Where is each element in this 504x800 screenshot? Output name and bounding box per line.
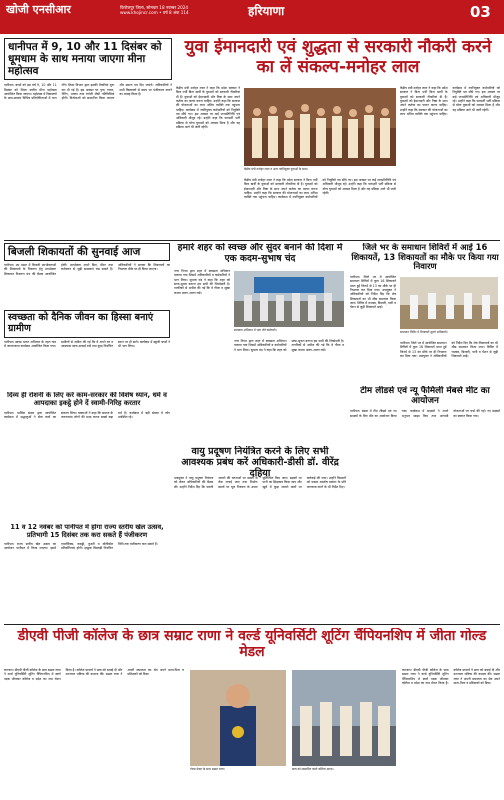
article-body: पानीपत। स्वच्छ भारत अभियान के तहत गांव में जागरूकता कार्यक्रम आयोजित किया गया। ग्रामीणों से अपील की गई कि वे अपने घर व आसपास साफ-सफाई रखें तथा कूड़ा निर्धारित स्थान पर ही डालें। कार्यक्रम में स्कूली बच्चों ने भी भाग लिया। (4, 339, 170, 349)
photo-caption: केंद्रीय मंत्री मनोहर लाल व अन्य नवनियुक्त युवाओं के साथ। (244, 167, 308, 171)
article-camps (350, 243, 500, 383)
article-headline: दिव्य ही रोशनी के लिए करें काम-सरकार की विशेष ध्यान, धर्म व आपदाका इकट्ठे होने दें स्वामी-निरिह करतार (7, 392, 167, 407)
photo-camp (400, 277, 498, 329)
article-headline: टीम लीडर्स एवं न्यू फैमिली मेंबर्स मीट का आयोजन (360, 386, 490, 407)
article-headline: धानीपत में 9, 10 और 11 दिसंबर को धूमधाम के साथ मनाया जाएगा मीना महोत्सव (4, 38, 172, 80)
article-body: केंद्रीय मंत्री मनोहर लाल ने कहा कि प्रदेश सरकार ने बिना पर्ची बिना खर्ची के युवाओं को सरकारी नौकरियां दी हैं। युवाओं को ईमानदारी और निष्ठा के साथ अपने कर्तव्य का पालन करना चाहिए। उन्होंने कहा कि सरकार की योजनाओं का लाभ अंतिम व्यक्ति तक पहुंचना चाहिए। कार्यक्रम में नवनियुक्त कर्मचारियों को नियुक्ति पत्र सौंपे गए। इस अवसर पर कई जनप्रतिनिधि एवं अधिकारी मौजूद रहे। उन्होंने कहा कि पारदर्शी भर्ती प्रक्रिया से योग्य युवाओं को अवसर मिला है और यह प्रक्रिया आगे भी जारी रहेगी। (176, 86, 240, 129)
article-headline: बिजली शिकायतों की सुनवाई आज (4, 243, 170, 261)
article-body-side: केंद्रीय मंत्री मनोहर लाल ने कहा कि प्रदेश सरकार ने बिना पर्ची बिना खर्ची के युवाओं को सरकारी नौकरियां दी हैं। युवाओं को ईमानदारी और निष्ठा के साथ अपने कर्तव्य का पालन करना चाहिए। उन्होंने कहा कि सरकार की योजनाओं का लाभ अंतिम व्यक्ति तक पहुंचना चाहिए। कार्यक्रम में नवनियुक्त कर्मचारियों को नियुक्ति पत्र सौंपे गए। इस अवसर पर कई जनप्रतिनिधि एवं अधिकारी मौजूद रहे। उन्होंने कहा कि पारदर्शी भर्ती प्रक्रिया से योग्य युवाओं को अवसर मिला है और यह प्रक्रिया आगे भी जारी रहेगी। (400, 86, 500, 116)
article-body: पानीपत। जिले भर में आयोजित समाधान शिविरों में कुल 16 शिकायतें प्राप्त हुईं जिनमें से 13 का मौके पर ही निपटारा कर दिया गया। उपायुक्त ने अधिकारियों को निर्देश दिए कि शेष शिकायतों का भी शीघ्र समाधान किया जाए। शिविर में राजस्व, बिजली, पानी व पेंशन से जुड़ी शिकायतें आईं। (350, 275, 396, 310)
article-body: नगर निगम द्वारा शहर में स्वच्छता अभियान चलाया गया जिसमें अधिकारियों व कर्मचारियों ने भाग लिया। सुभाष चंद ने कहा कि शहर को साफ-सुथरा बनाना हम सभी की जिम्मेदारी है। नागरिकों से अपील की गई कि वे गीला व सूखा कचरा अलग-अलग रखें। (174, 269, 230, 295)
photo-caption: समाधान शिविर में शिकायतें सुनते अधिकारी। (400, 330, 448, 334)
article-headline: डीएवी पीजी कॉलेज के छात्र सम्राट राणा ने वर्ल्ड यूनिवर्सिटी शूटिंग चैंपियनशिप में जीता गोल्ड मेडल (17, 628, 487, 661)
date-line: फिरोजपुर जिला, सोमवार 18 नवम्बर 2024 www.khojincr.com • वर्ष 8 अंक 114 (120, 5, 189, 16)
article-school-festival (4, 38, 172, 238)
section-title: हरियाणा (248, 4, 285, 18)
divider (4, 240, 500, 241)
article-headline: 11 व 12 नवंबर को पानीपत में होगा राज्य स्तरीय खेल उत्सव, प्रतिभागी 15 दिसंबर तक करा सकते हैं पंजीकरण (10, 524, 164, 539)
photo-felicitation (292, 670, 396, 766)
article-body: उपायुक्त ने वायु प्रदूषण नियंत्रण को लेकर अधिकारियों की बैठक ली। उन्होंने निर्देश दिए कि पराली जलाने की घटनाओं पर सख्ती से रोक लगाई जाए तथा निर्माण स्थलों पर धूल नियंत्रण के उपाय सुनिश्चित किए जाएं। सड़कों पर पानी का छिड़काव किया जाए और खुले में कूड़ा जलाने वालों पर कार्रवाई की जाए। उन्होंने किसानों को फसल अवशेष प्रबंधन के प्रति जागरूक करने के भी निर्देश दिए। (174, 476, 346, 489)
article-body: करनाल। डीएवी पीजी कॉलेज के छात्र सम्राट राणा ने वर्ल्ड यूनिवर्सिटी शूटिंग चैंपियनशिप में स्वर्ण पदक जीतकर कॉलेज व प्रदेश का नाम रोशन किया है। कॉलेज प्राचार्य ने छात्र को बधाई दी और उज्ज्वल भविष्य की कामना की। सम्राट राणा ने अपनी सफलता का श्रेय अपने माता-पिता व प्रशिक्षकों को दिया। (4, 668, 184, 681)
article-hope (4, 392, 170, 520)
article-clean-city (174, 243, 346, 443)
brand-name: खोजी एनसीआर (6, 3, 71, 16)
article-body-side: करनाल। डीएवी पीजी कॉलेज के छात्र सम्राट राणा ने वर्ल्ड यूनिवर्सिटी शूटिंग चैंपियनशिप में स्वर्ण पदक जीतकर कॉलेज व प्रदेश का नाम रोशन किया है। कॉलेज प्राचार्य ने छात्र को बधाई दी और उज्ज्वल भविष्य की कामना की। सम्राट राणा ने अपनी सफलता का श्रेय अपने माता-पिता व प्रशिक्षकों को दिया। (402, 668, 500, 685)
article-headline: स्वच्छता को दैनिक जीवन का हिस्सा बनाएं ग्रामीण (4, 310, 170, 338)
photo-lead-group (244, 88, 396, 166)
article-pollution (174, 446, 346, 622)
article-body: पानीपत। संस्था में टीम लीडर्स एवं नए सदस्यों के लिए मीट का आयोजन किया गया। कार्यक्रम में सदस्यों ने अपने अनुभव साझा किए तथा आगामी योजनाओं पर चर्चा की गई। नए सदस्यों का स्वागत किया गया। (350, 409, 500, 418)
article-shooting (4, 628, 500, 796)
photo-caption: स्वच्छता अभियान में भाग लेते कर्मचारी। (234, 328, 277, 332)
article-headline: जिले भर के समाधान शिविरों में आई 16 शिकायतें, 13 शिकायतों का मौके पर किया गया निवारण (351, 243, 499, 272)
article-electric (4, 243, 170, 307)
article-body: पानीपत। राज्य स्तरीय खेल उत्सव का आयोजन पानीपत में किया जाएगा। इसमें एथलेटिक्स, कबड्डी, कुश्ती व वॉलीबॉल प्रतियोगिताएं होंगी। इच्छुक खिलाड़ी निर्धारित तिथि तक पंजीकरण करा सकते हैं। (4, 542, 158, 551)
article-body-continued: पानीपत। जिले भर में आयोजित समाधान शिविरों में कुल 16 शिकायतें प्राप्त हुईं जिनमें से 13 का मौके पर ही निपटारा कर दिया गया। उपायुक्त ने अधिकारियों को निर्देश दिए कि शेष शिकायतों का भी शीघ्र समाधान किया जाए। शिविर में राजस्व, बिजली, पानी व पेंशन से जुड़ी शिकायतें आईं। (400, 341, 498, 358)
divider (4, 624, 500, 625)
article-body-continued: केंद्रीय मंत्री मनोहर लाल ने कहा कि प्रदेश सरकार ने बिना पर्ची बिना खर्ची के युवाओं को सरकारी नौकरियां दी हैं। युवाओं को ईमानदारी और निष्ठा के साथ अपने कर्तव्य का पालन करना चाहिए। उन्होंने कहा कि सरकार की योजनाओं का लाभ अंतिम व्यक्ति तक पहुंचना चाहिए। कार्यक्रम में नवनियुक्त कर्मचारियों को नियुक्ति पत्र सौंपे गए। इस अवसर पर कई जनप्रतिनिधि एवं अधिकारी मौजूद रहे। उन्होंने कहा कि पारदर्शी भर्ती प्रक्रिया से योग्य युवाओं को अवसर मिला है और यह प्रक्रिया आगे भी जारी रहेगी। (244, 178, 396, 200)
article-headline: हमारे शहर को स्वच्छ और सुंदर बनाने की दिशा में एक कदम-सुभाष चंद (177, 243, 343, 264)
photo-medal-winner (190, 670, 286, 766)
article-event (4, 524, 170, 620)
article-body-continued: नगर निगम द्वारा शहर में स्वच्छता अभियान चलाया गया जिसमें अधिकारियों व कर्मचारियों ने भाग लिया। सुभाष चंद ने कहा कि शहर को साफ-सुथरा बनाना हम सभी की जिम्मेदारी है। नागरिकों से अपील की गई कि वे गीला व सूखा कचरा अलग-अलग रखें। (234, 339, 344, 352)
photo-caption: छात्र को सम्मानित करते कॉलेज स्टाफ। (292, 767, 334, 771)
page-number: 03 (470, 3, 491, 21)
article-headline: युवा ईमानदारी एवं शुद्धता से सरकारी नौकरी करने का लें संकल्प-मनोहर लाल (184, 38, 492, 77)
photo-caption: गोल्ड मेडल के साथ सम्राट राणा। (190, 767, 225, 771)
article-clean-village (4, 310, 170, 388)
article-lead (176, 38, 500, 238)
article-team-leaders (350, 386, 500, 510)
article-body: पानीपत। धार्मिक संस्था द्वारा आयोजित कार्यक्रम में श्रद्धालुओं ने सेवा कार्य का संकल्प लिया। वक्ताओं ने कहा कि समाज के जरूरतमंद लोगों की मदद करना सबसे बड़ा धर्म है। कार्यक्रम में बड़ी संख्या में लोग उपस्थित रहे। (4, 410, 170, 419)
article-body: पानीपत। बच्चों को इस वर्ष 9, 10 और 11 दिसंबर को जिला स्तरीय मीना महोत्सव आयोजित किया जाएगा। महोत्सव में विद्यालयों के छात्र-छात्राएं विभिन्न प्रतियोगिताओं में भाग लेंगे। शिक्षा विभाग द्वारा इसकी तैयारियां शुरू कर दी गई हैं। इस अवसर पर नृत्य, गायन, पेंटिंग, भाषण तथा रंगोली जैसी गतिविधियां होंगी। विजेताओं को सम्मानित किया जाएगा और प्रमाण पत्र दिए जाएंगे। अधिकारियों ने सभी विद्यालयों से समय पर पंजीकरण कराने का आग्रह किया है। (4, 83, 172, 101)
masthead (0, 0, 504, 34)
article-body: पानीपत। उप मंडल में बिजली उपभोक्ताओं की शिकायतों के निवारण हेतु उपभोक्ता शिकायत निवारण मंच की बैठक आयोजित होगी। उपभोक्ता अपने बिल, मीटर तथा कनेक्शन से जुड़ी समस्याएं रख सकते हैं। अधिकारियों ने बताया कि शिकायतों का निपटारा मौके पर ही किया जाएगा। (4, 263, 170, 276)
photo-cleanliness-drive (234, 271, 344, 327)
article-headline: वायु प्रदूषण नियंत्रित करने के लिए सभी आवश्यक प्रबंध करें अधिकारी-डीसी डॉ. वीरेंद्र दहिया (181, 446, 339, 480)
